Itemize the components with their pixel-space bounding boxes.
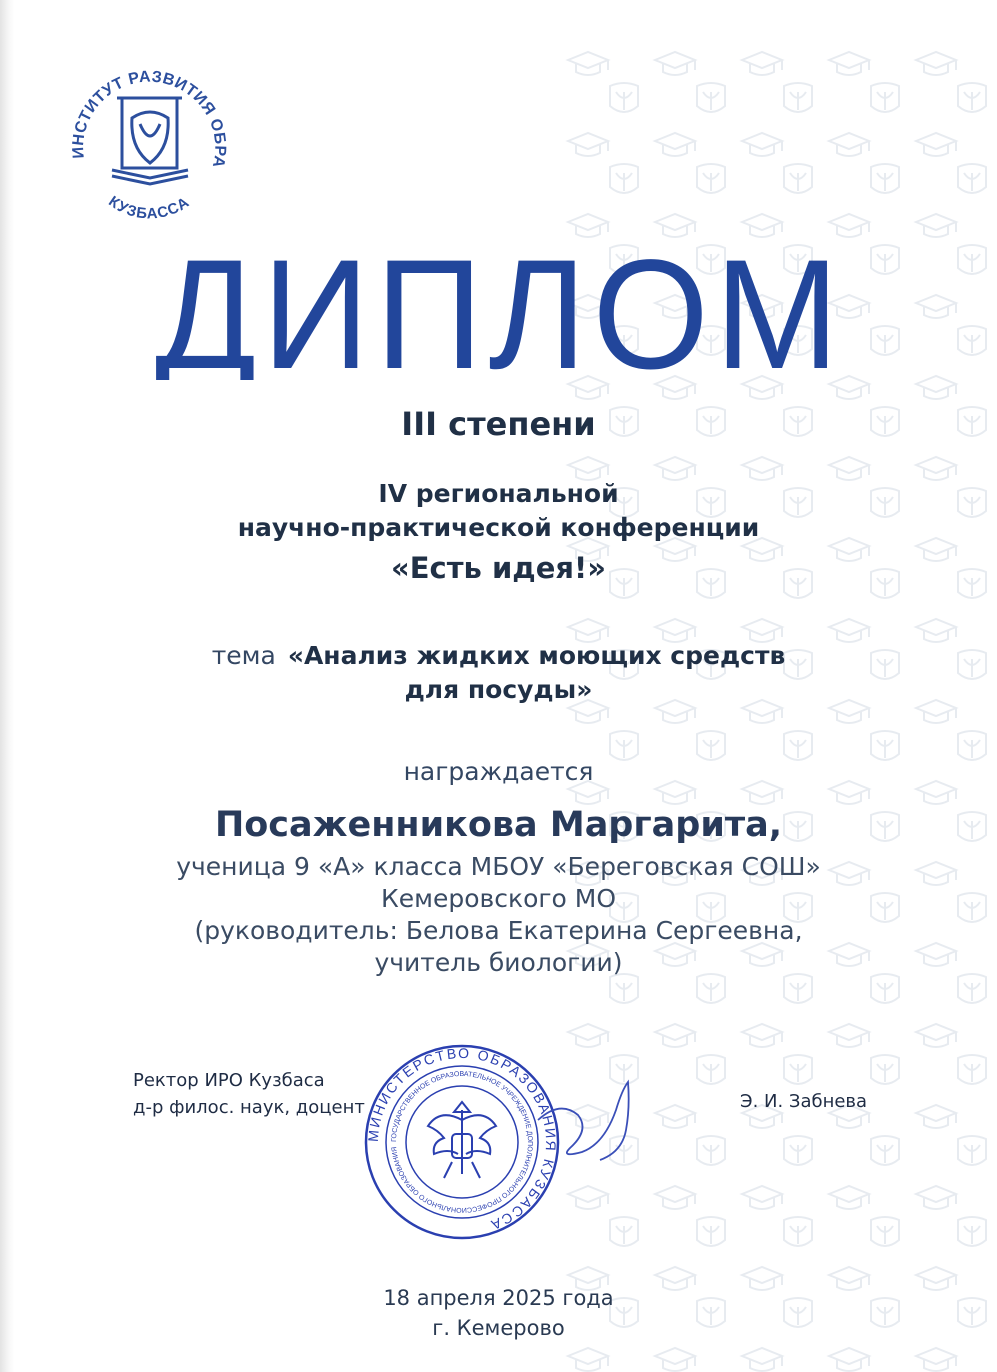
issue-date: 18 апреля 2025 года	[383, 1286, 614, 1310]
signer-name: Э. И. Забнева	[740, 1091, 868, 1112]
degree-label: III степени	[401, 405, 596, 443]
issue-city: г. Кемерово	[432, 1316, 565, 1340]
topic-line-1: «Анализ жидких моющих средств	[287, 641, 786, 670]
conference-name: «Есть идея!»	[391, 551, 606, 585]
recipient-name: Посаженникова Маргарита,	[214, 805, 783, 845]
topic-row-2	[0, 674, 997, 705]
topic-line-2: для посуды»	[404, 675, 593, 704]
signatory-position-line-1: Ректор ИРО Кузбаса	[133, 1070, 325, 1091]
conference-line-2: научно-практической конференции	[237, 513, 760, 542]
topic-label: тема	[211, 641, 276, 670]
signatory-position-line-2: д-р филос. наук, доцент	[133, 1097, 365, 1118]
conference-line-1: IV региональной	[378, 479, 619, 508]
seal-inner-text: ГОСУДАРСТВЕННОЕ ОБРАЗОВАТЕЛЬНОЕ УЧРЕЖДЕНИЕ ДОПОЛНИТЕЛЬНОГО ПРОФЕССИОНАЛЬНОГО ОБРАЗОВАНИЯ	[390, 1070, 534, 1214]
diploma-title	[150, 240, 850, 380]
recipient-detail-3: (руководитель: Белова Екатерина Сергеевна,	[194, 916, 803, 945]
handwritten-signature	[530, 1060, 650, 1170]
recipient-detail-2: Кемеровского МО	[380, 884, 617, 913]
awarded-label: награждается	[403, 757, 594, 786]
diploma-title-text: ДИПЛОМ	[155, 240, 845, 380]
svg-text:КУЗБАССА	[105, 193, 192, 223]
seal-outer-text: МИНИСТЕРСТВО ОБРАЗОВАНИЯ КУЗБАССА	[364, 1044, 560, 1234]
signatory-position	[133, 1067, 365, 1121]
logo-arc-text: ИНСТИТУТ РАЗВИТИЯ ОБРА	[69, 68, 229, 170]
logo-emblem-icon	[112, 98, 188, 184]
coat-of-arms-icon	[428, 1102, 496, 1178]
logo-bottom-text: КУЗБАССА	[105, 192, 193, 223]
recipient-detail-1: ученица 9 «А» класса МБОУ «Береговская СОШ»	[176, 852, 821, 881]
institute-logo	[62, 58, 237, 233]
topic-row	[0, 640, 997, 671]
recipient-detail-4: учитель биологии)	[374, 948, 623, 977]
